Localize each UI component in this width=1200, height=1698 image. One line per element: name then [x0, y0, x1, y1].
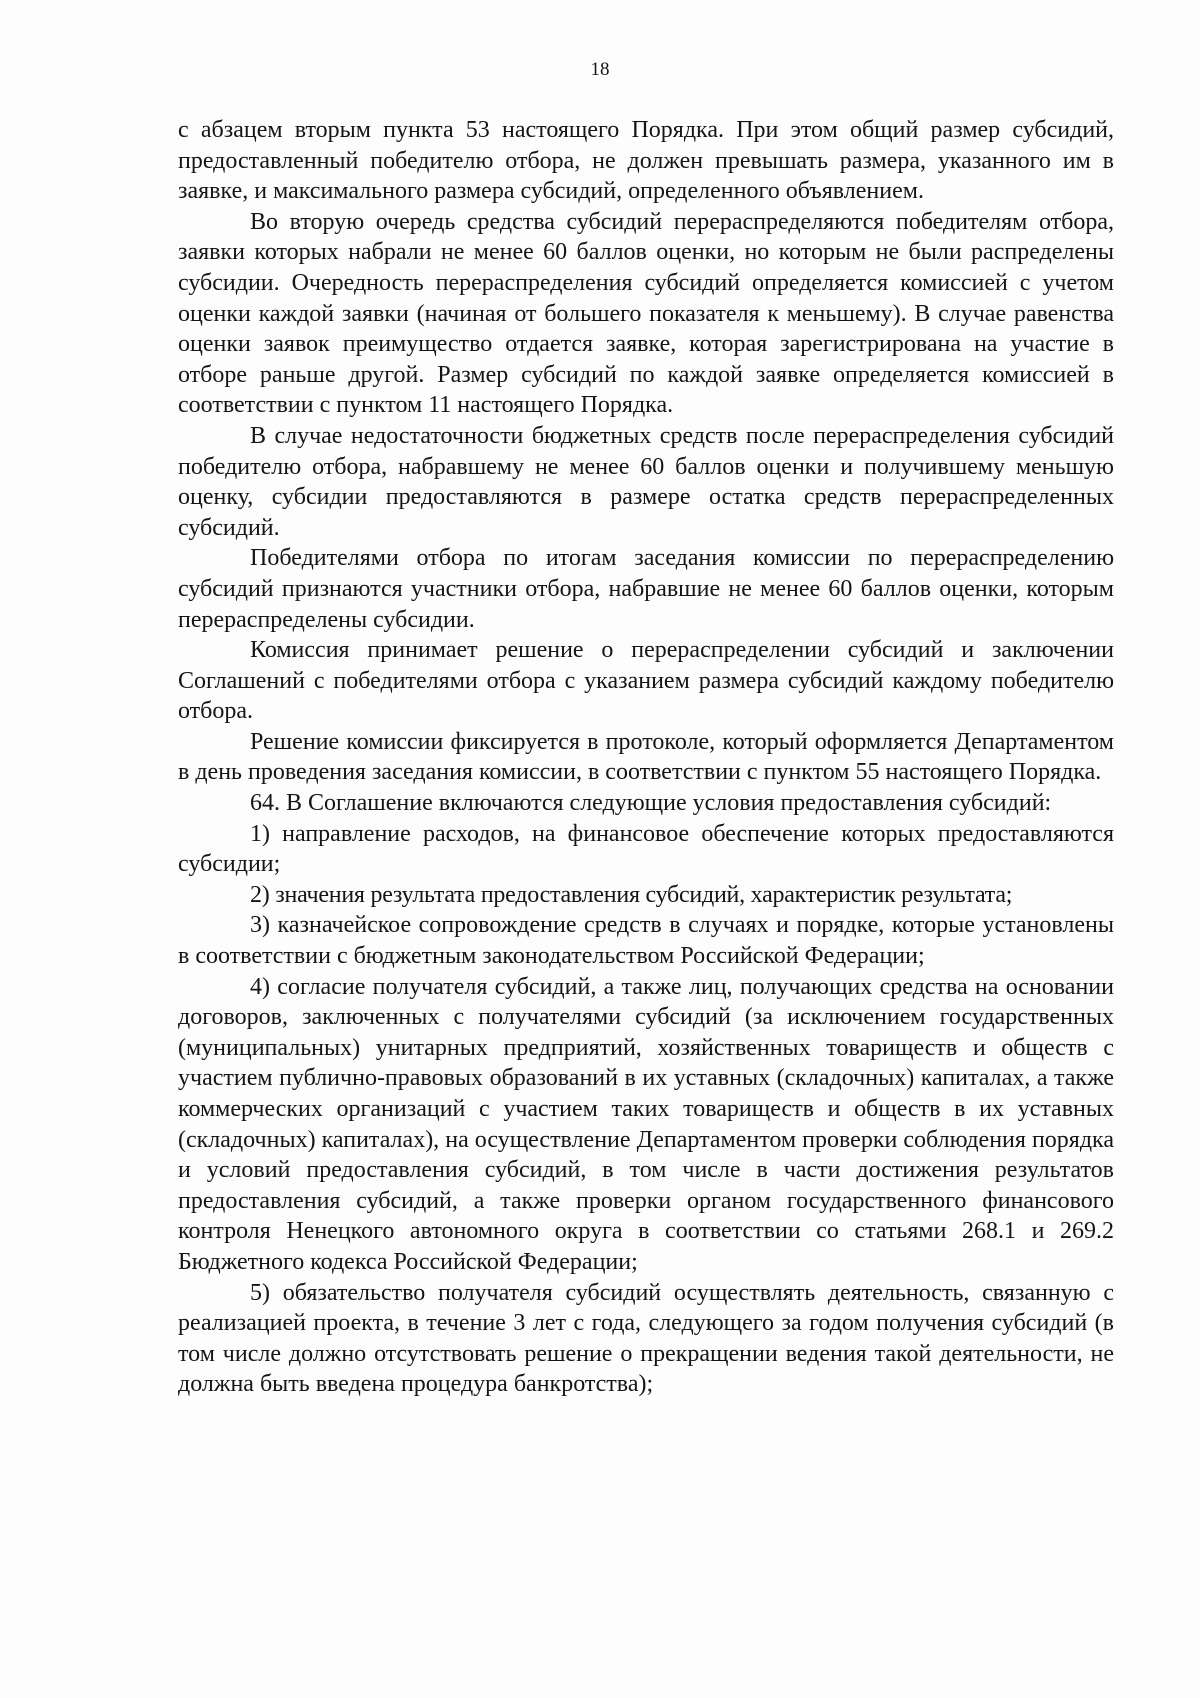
clause-64-item-5: 5) обязательство получателя субсидий осуществлять деятельность, связанную с реализацией проекта, в течение 3 лет с года, следующего за годом получения субсидий (в том числе должно отсутствовать решение о прекращении ведения такой деятельности, не должна быть введена процедура банкротства);: [178, 1279, 1114, 1398]
clause-64-item-2: 2) значения результата предоставления субсидий, характеристик результата;: [250, 881, 1013, 908]
clause-64-item-3: 3) казначейское сопровождение средств в случаях и порядке, которые установлены в соответствии с бюджетным законодательством Российской Федерации;: [178, 912, 1114, 970]
paragraph-commission-decision: Комиссия принимает решение о перераспределении субсидий и заключении Соглашений с победителями отбора с указанием размера субсидий каждому победителю отбора.: [178, 637, 1114, 725]
paragraph-protocol: Решение комиссии фиксируется в протоколе, который оформляется Департаментом в день проведения заседания комиссии, в соответствии с пунктом 55 настоящего Порядка.: [178, 728, 1114, 786]
page-number: 18: [590, 59, 610, 80]
paragraph-continuation: с абзацем вторым пункта 53 настоящего Порядка. При этом общий размер субсидий, предоставленный победителю отбора, не должен превышать размера, указанного им в заявке, и максимального размера субсидий, определенного объявлением.: [178, 117, 1114, 205]
paragraph-winners: Победителями отбора по итогам заседания комиссии по перераспределению субсидий признаются участники отбора, набравшие не менее 60 баллов оценки, которым перераспределены субсидии.: [178, 545, 1114, 633]
clause-64-item-1: 1) направление расходов, на финансовое обеспечение которых предоставляются субсидии;: [178, 820, 1114, 878]
document-body: [178, 115, 1114, 1400]
clause-64-intro: 64. В Соглашение включаются следующие условия предоставления субсидий:: [250, 790, 1052, 817]
paragraph-insufficient-funds: В случае недостаточности бюджетных средств после перераспределения субсидий победителю отбора, набравшему не менее 60 баллов оценки и получившему меньшую оценку, субсидии предоставляются в размере остатка средств перераспределенных субсидий.: [178, 422, 1114, 541]
paragraph-second-round: Во вторую очередь средства субсидий перераспределяются победителям отбора, заявки которых набрали не менее 60 баллов оценки, но которым не были распределены субсидии. Очередность перераспределения субсидий определяется комиссией с учетом оценки каждой заявки (начиная от большего показателя к меньшему). В случае равенства оценки заявок преимущество отдается заявке, которая зарегистрирована на участие в отборе раньше другой. Размер субсидий по каждой заявке определяется комиссией в соответствии с пунктом 11 настоящего Порядка.: [178, 208, 1114, 419]
clause-64-item-4: 4) согласие получателя субсидий, а также лиц, получающих средства на основании договоров, заключенных с получателями субсидий (за исключением государственных (муниципальных) унитарных предприятий, хозяйственных товариществ и обществ с участием публично-правовых образований в их уставных (складочных) капиталах, а также коммерческих организаций с участием таких товариществ и обществ в их уставных (складочных) капиталах), на осуществление Департаментом проверки соблюдения порядка и условий предоставления субсидий, в том числе в части достижения результатов предоставления субсидий, а также проверки органом государственного финансового контроля Ненецкого автономного округа в соответствии со статьями 268.1 и 269.2 Бюджетного кодекса Российской Федерации;: [178, 973, 1114, 1275]
